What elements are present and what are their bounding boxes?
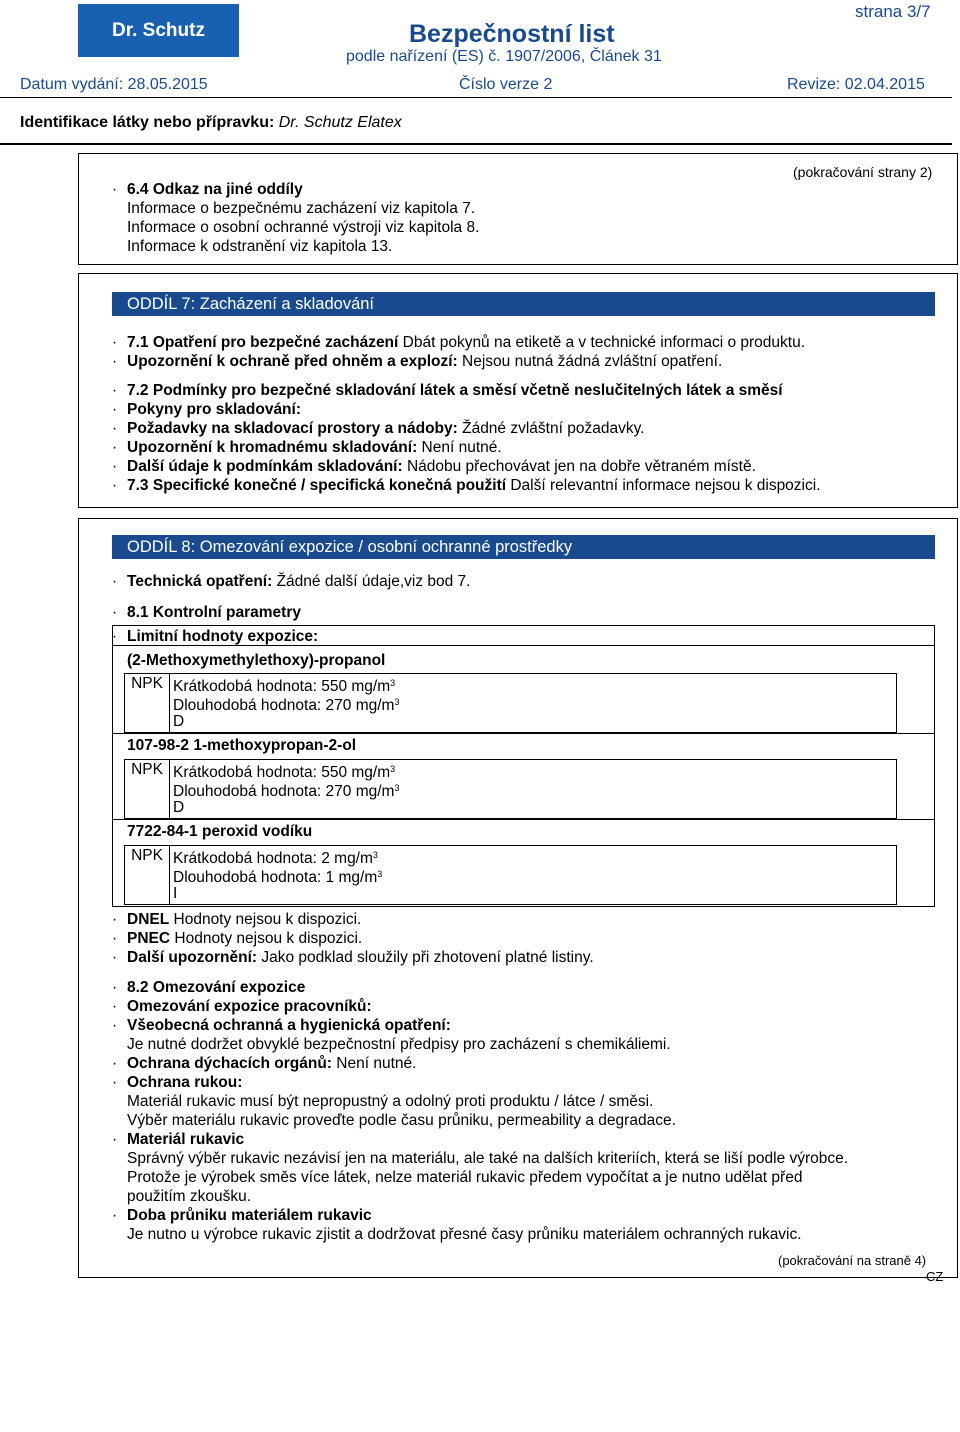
table-divider [112,819,935,820]
bulk-label: Upozornění k hromadnému skladování: [127,439,418,456]
penetration-label: Doba průniku materiálem rukavic [127,1207,372,1224]
substance-name: 7722-84-1 peroxid vodíku [127,823,313,840]
fire-text: Nejsou nutná žádná zvláštní opatření. [457,353,723,370]
document-title: Bezpečnostní list [409,20,615,48]
req-label: Požadavky na skladovací prostory a nádoby: [127,420,458,437]
s64-line-3: Informace k odstranění viz kapitola 13. [127,238,393,255]
short-term-value: Krátkodobá hodnota: 2 mg/m [173,850,373,867]
s64-line-1: Informace o bezpečnému zacházení viz kapitola 7. [127,200,476,217]
dnel-label: DNEL [127,911,170,928]
substance-name: 107-98-2 1-methoxypropan-2-ol [127,737,357,754]
glove-line-3: použitím zkoušku. [127,1188,252,1205]
section-7-heading: ODDÍL 7: Zacházení a skladování [112,292,935,316]
s73-text: Další relevantní informace nejsou k dispozici. [506,477,821,494]
limits-label: Limitní hodnoty expozice: [127,628,319,645]
hygiene-label: Všeobecná ochranná a hygienická opatření: [127,1017,451,1034]
limit-note: D [173,799,185,816]
glove-line-2: Protože je výrobek směs více látek, nelze materiál rukavic předem vypočítat a je nutno udělat před [127,1169,803,1186]
resp-text: Není nutné. [332,1055,417,1072]
document-subtitle: podle nařízení (ES) č. 1907/2006, Článek 31 [346,48,662,65]
s71-text: Dbát pokynů na etiketě a v technické informaci o produktu. [398,334,806,351]
section-6-4: · 6.4 Odkaz na jiné oddíly Informace o bezpečnému zacházení viz kapitola 7. Informace o osobní ochranné výstroji viz kapitola 8. Informace k odstranění viz kapitola 13. [112,181,480,255]
issue-date: Datum vydání: 28.05.2015 [20,76,208,93]
short-term-value: Krátkodobá hodnota: 550 mg/m [173,678,391,695]
table-divider [112,733,935,734]
limits-heading: · Limitní hodnoty expozice: [112,628,319,645]
tech-label: Technická opatření: [127,573,273,590]
continued-to: (pokračování na straně 4) [778,1253,927,1268]
tech-text: Žádné další údaje,viz bod 7. [272,573,471,590]
product-identification [20,114,402,132]
version-number: Číslo verze 2 [459,76,553,93]
section-8-intro: · Technická opatření: Žádné další údaje,viz bod 7. · 8.1 Kontrolní parametry [112,573,471,621]
long-term-value: Dlouhodobá hodnota: 270 mg/m [173,783,395,800]
penetration-text: Je nutno u výrobce rukavic zjistit a dodržovat přesné časy průniku materiálem ochranných rukavic. [127,1226,802,1243]
section-8-content: · DNEL Hodnoty nejsou k dispozici. · PNEC Hodnoty nejsou k dispozici. · Další upozornění: Jako podklad sloužily při zhotovení platné listiny. · 8.2 Omezování expozice · Omezování expozice pracovníků: · Všeobecná ochranná a hygienická opatření: Je nutné dodržet obvyklé bezpečnostní předpisy pro zacházení s chemikáliemi. · Ochrana dýchacích orgánů: Není nutné. · Ochrana rukou: Materiál rukavic musí být nepropustný a odolný proti produktu / látce / směsi. Výběr materiálu rukavic proveďte podle času průniku, permeability a degradace. · Materiál rukavic Správný výběr rukavic nezávisí jen na materiálu, ale také na dalších kriteriích, která se liší podle výrobce. Protože je výrobek směs více látek, nelze materiál rukavic předem vypočítat a je nutno udělat před použitím zkoušku. · Doba průniku materiálem rukavic Je nutno u výrobce rukavic zjistit a dodržovat přesné časy průniku materiálem ochranných rukavic. [112,911,849,1243]
revision-date: Revize: 02.04.2015 [787,76,925,93]
storage-label: Pokyny pro skladování: [127,401,301,418]
page-number: strana 3/7 [855,2,931,21]
further-text: Nádobu přechovávat jen na dobře větraném místě. [402,458,756,475]
country-code: CZ [926,1269,944,1284]
substance-name: (2-Methoxymethylethoxy)-propanol [127,652,386,669]
substance-limits: NPK Krátkodobá hodnota: 550 $mg/m^3$ Dlouhodobá hodnota: 270 $mg/m^3$ D [124,759,897,819]
limits-divider [112,645,935,646]
company-logo: Dr. Schutz [78,4,239,57]
workers-label: Omezování expozice pracovníků: [127,998,372,1015]
hands-line-2: Výběr materiálu rukavic proveďte podle času průniku, permeability a degradace. [127,1112,676,1129]
long-term-value: Dlouhodobá hodnota: 1 mg/m [173,869,378,886]
limit-type: NPK [125,760,170,818]
limit-note: I [173,885,178,902]
other-text: Jako podklad sloužily při zhotovení platné listiny. [257,949,594,966]
pnec-label: PNEC [127,930,171,947]
s64-line-2: Informace o osobní ochranné výstroji viz kapitola 8. [127,219,480,236]
hands-line-1: Materiál rukavic musí být nepropustný a odolný proti produktu / látce / směsi. [127,1093,654,1110]
s71-label: 7.1 Opatření pro bezpečné zacházení [127,334,399,351]
product-name: Dr. Schutz Elatex [278,114,402,131]
short-term-value: Krátkodobá hodnota: 550 mg/m [173,764,391,781]
glove-line-1: Správný výběr rukavic nezávisí jen na materiálu, ale také na dalších kriteriích, která se liší podle výrobce. [127,1150,849,1167]
limit-type: NPK [125,674,170,732]
bulk-text: Není nutné. [417,439,502,456]
identification-label: Identifikace látky nebo přípravku: [20,114,275,131]
fire-label: Upozornění k ochraně před ohněm a explozí: [127,353,458,370]
continued-from: (pokračování strany 2) [793,164,933,180]
long-term-value: Dlouhodobá hodnota: 270 mg/m [173,697,395,714]
pnec-text: Hodnoty nejsou k dispozici. [170,930,363,947]
section-8-heading: ODDÍL 8: Omezování expozice / osobní ochranné prostředky [112,535,935,559]
s72-label: 7.2 Podmínky pro bezpečné skladování látek a směsí včetně neslučitelných látek a směsí [127,382,783,399]
s73-label: 7.3 Specifické konečné / specifická konečná použití [127,477,507,494]
section-6-4-heading: 6.4 Odkaz na jiné oddíly [127,181,303,198]
substance-limits: NPK Krátkodobá hodnota: 2 $mg/m^3$ Dlouhodobá hodnota: 1 $mg/m^3$ I [124,845,897,905]
s81-label: 8.1 Kontrolní parametry [127,604,301,621]
glove-label: Materiál rukavic [127,1131,245,1148]
header-divider [0,97,952,98]
hygiene-text: Je nutné dodržet obvyklé bezpečnostní předpisy pro zacházení s chemikáliemi. [127,1036,671,1053]
s82-label: 8.2 Omezování expozice [127,979,306,996]
limit-note: D [173,713,185,730]
section-7-content: · 7.1 Opatření pro bezpečné zacházení Dbát pokynů na etiketě a v technické informaci o produktu. · Upozornění k ochraně před ohněm a explozí: Nejsou nutná žádná zvláštní opatření. · 7.2 Podmínky pro bezpečné skladování látek a směsí včetně neslučitelných látek a směsí · Pokyny pro skladování: · Požadavky na skladovací prostory a nádoby: Žádné zvláštní požadavky. · Upozornění k hromadnému skladování: Není nutné. · Další údaje k podmínkám skladování: Nádobu přechovávat jen na dobře větraném místě. · 7.3 Specifické konečné / specifická konečná použití Další relevantní informace nejsou k dispozici. [112,334,821,494]
hands-label: Ochrana rukou: [127,1074,243,1091]
limit-type: NPK [125,846,170,904]
other-label: Další upozornění: [127,949,258,966]
resp-label: Ochrana dýchacích orgánů: [127,1055,332,1072]
substance-limits: NPK Krátkodobá hodnota: 550 $mg/m^3$ Dlouhodobá hodnota: 270 $mg/m^3$ D [124,673,897,733]
req-text: Žádné zvláštní požadavky. [457,420,645,437]
further-label: Další údaje k podmínkám skladování: [127,458,403,475]
dnel-text: Hodnoty nejsou k dispozici. [169,911,362,928]
header-bottom-rule [0,143,952,145]
